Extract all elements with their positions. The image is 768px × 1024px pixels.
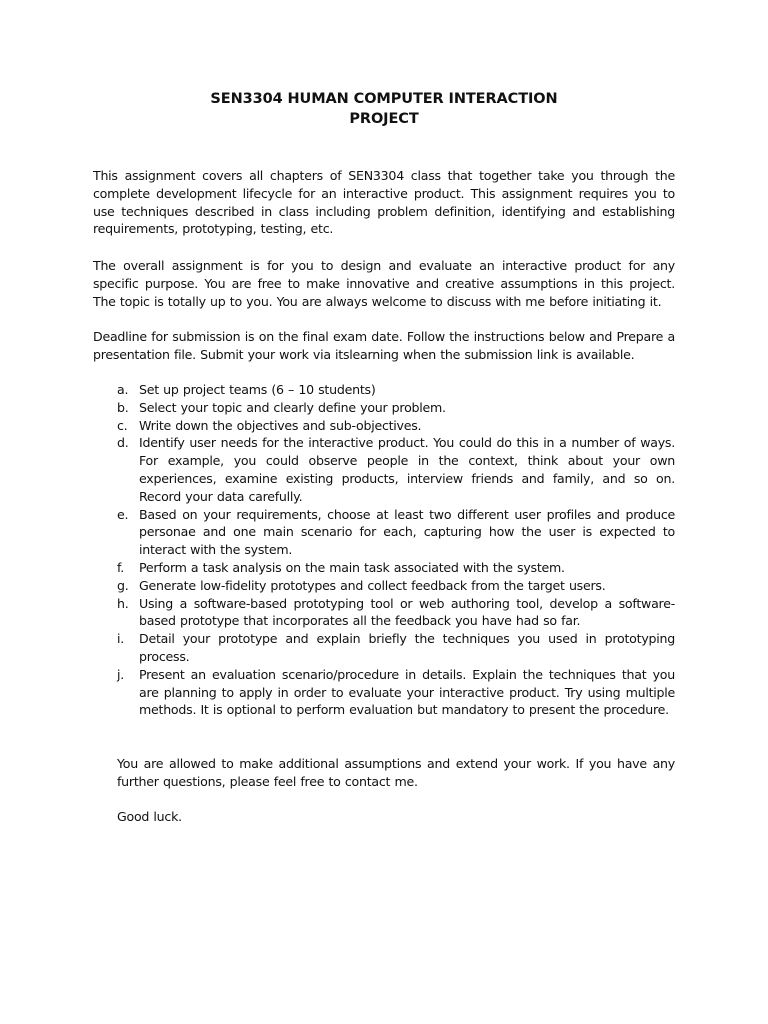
- list-marker: e.: [117, 506, 129, 522]
- list-item-text: Identify user needs for the interactive product. You could do this in a number of ways. For example, you could observe people in the context, think about your own experiences, examine existing products, interview friends and family, and so on. Record your data carefully.: [139, 435, 675, 504]
- assignment-paragraph: The overall assignment is for you to design and evaluate an interactive product for any specific purpose. You are free to make innovative and creative assumptions in this project. The topic is totally up to you. You are always welcome to discuss with me before initiating it.: [93, 258, 675, 309]
- intro-paragraph: This assignment covers all chapters of SEN3304 class that together take you through the complete development lifecycle for an interactive product. This assignment requires you to use techniques described in class including problem definition, identifying and establishing requirements, prototyping, testing, etc.: [93, 168, 675, 237]
- list-item: [93, 506, 675, 559]
- list-item: [93, 577, 675, 595]
- list-item-text: Select your topic and clearly define your problem.: [139, 399, 446, 415]
- list-item-text: Based on your requirements, choose at least two different user profiles and produce personae and one main scenario for each, capturing how the user is expected to interact with the system.: [139, 506, 675, 558]
- list-item: [93, 630, 675, 666]
- closing-paragraph: You are allowed to make additional assumptions and extend your work. If you have any further questions, please feel free to contact me.: [117, 756, 675, 789]
- list-marker: f.: [117, 559, 125, 575]
- instruction-list: [93, 381, 675, 719]
- list-marker: j.: [117, 666, 125, 682]
- list-item: [93, 559, 675, 577]
- list-item-text: Generate low-fidelity prototypes and collect feedback from the target users.: [139, 577, 606, 593]
- list-item-text: Using a software-based prototyping tool or web authoring tool, develop a software-based prototype that incorporates all the feedback you have had so far.: [139, 595, 675, 629]
- list-item-text: Detail your prototype and explain briefly the techniques you used in prototyping process.: [139, 631, 675, 664]
- document-title: SEN3304 HUMAN COMPUTER INTERACTION: [210, 91, 558, 107]
- list-item: [93, 434, 675, 505]
- list-marker: a.: [117, 382, 129, 397]
- list-marker: g.: [117, 577, 129, 593]
- list-marker: h.: [117, 595, 129, 611]
- list-item-text: Write down the objectives and sub-objectives.: [139, 417, 422, 433]
- deadline-paragraph: Deadline for submission is on the final exam date. Follow the instructions below and Prepare a presentation file. Submit your work via itslearning when the submission link is available.: [93, 329, 675, 362]
- list-item-text: Perform a task analysis on the main task associated with the system.: [139, 559, 565, 575]
- list-item: [93, 417, 675, 435]
- list-item: [93, 595, 675, 631]
- sign-off: Good luck.: [117, 809, 182, 824]
- list-marker: b.: [117, 399, 129, 415]
- list-item: [93, 399, 675, 417]
- list-item: [93, 381, 675, 399]
- document-subtitle: PROJECT: [349, 111, 419, 127]
- list-item-text: Present an evaluation scenario/procedure in details. Explain the techniques that you are planning to apply in order to evaluate your interactive product. Try using multiple methods. It is optional to perform evaluation but mandatory to present the procedure.: [139, 666, 675, 718]
- list-marker: i.: [117, 631, 125, 647]
- list-marker: d.: [117, 435, 129, 451]
- list-item: [93, 666, 675, 719]
- list-marker: c.: [117, 417, 128, 433]
- list-item-text: Set up project teams (6 – 10 students): [139, 382, 376, 397]
